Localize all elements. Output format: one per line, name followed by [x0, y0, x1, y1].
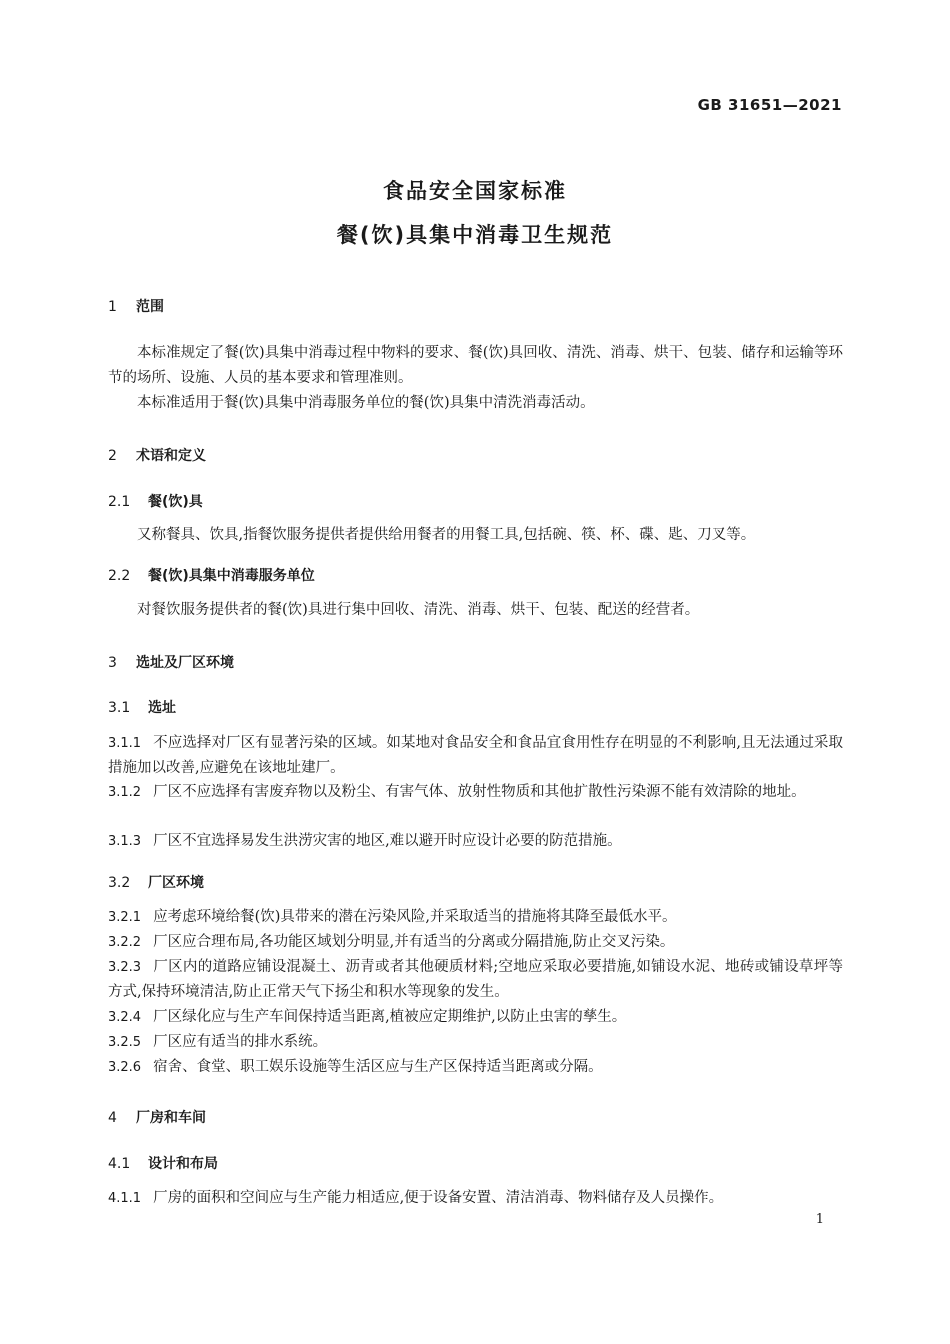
- clause-number: 4.1.1: [108, 1191, 142, 1206]
- clause-text: 厂区不应选择有害废弃物以及粉尘、有害气体、放射性物质和其他扩散性污染源不能有效清除的地址。: [153, 784, 806, 800]
- clause-text: 不应选择对厂区有显著污染的区域。如某地对食品安全和食品宜食用性存在明显的不利影响,且无法通过采取措施加以改善,应避免在该地址建厂。: [108, 735, 843, 776]
- section-heading-4: [108, 1107, 206, 1127]
- clause-item: [108, 930, 843, 955]
- section-title: 设计和布局: [148, 1156, 218, 1172]
- paragraph: 本标准适用于餐(饮)具集中消毒服务单位的餐(饮)具集中清洗消毒活动。: [137, 395, 595, 411]
- clause-number: 3.2.6: [108, 1060, 142, 1075]
- page-number: 1: [815, 1212, 824, 1227]
- clause-item: [108, 1030, 843, 1055]
- clause-number: 3.2.5: [108, 1035, 142, 1050]
- section-title: 厂区环境: [148, 875, 204, 891]
- clause-text: 宿舍、食堂、职工娱乐设施等生活区应与生产区保持适当距离或分隔。: [153, 1059, 603, 1075]
- section-heading-2: [108, 445, 206, 465]
- section-title: 术语和定义: [136, 448, 206, 464]
- section-title: 选址: [148, 700, 176, 716]
- clause-text: 厂区应合理布局,各功能区域划分明显,并有适当的分离或分隔措施,防止交叉污染。: [153, 934, 675, 950]
- clause-text: 应考虑环境给餐(饮)具带来的潜在污染风险,并采取适当的措施将其降至最低水平。: [153, 909, 677, 925]
- clause-item: [108, 1186, 843, 1211]
- main-title: 食品安全国家标准: [383, 179, 567, 203]
- section-title: 厂房和车间: [136, 1110, 206, 1126]
- paragraph: 又称餐具、饮具,指餐饮服务提供者提供给用餐者的用餐工具,包括碗、筷、杯、碟、匙、刀叉等。: [137, 527, 756, 543]
- section-heading-3: [108, 652, 234, 672]
- paragraph: 本标准规定了餐(饮)具集中消毒过程中物料的要求、餐(饮)具回收、清洗、消毒、烘干、包装、储存和运输等环节的场所、设施、人员的基本要求和管理准则。: [108, 345, 843, 386]
- paragraph: 对餐饮服务提供者的餐(饮)具进行集中回收、清洗、消毒、烘干、包装、配送的经营者。: [137, 602, 700, 618]
- clause-item: [108, 1055, 843, 1080]
- clause-number: 3.2.4: [108, 1010, 142, 1025]
- clause-text: 厂区绿化应与生产车间保持适当距离,植被应定期维护,以防止虫害的孳生。: [153, 1009, 627, 1025]
- section-title: 范围: [136, 299, 164, 315]
- clause-item: [108, 780, 843, 805]
- clause-item: [108, 1005, 843, 1030]
- standard-code: GB 31651—2021: [697, 96, 842, 114]
- section-title: 餐(饮)具集中消毒服务单位: [148, 568, 315, 584]
- clause-text: 厂区应有适当的排水系统。: [153, 1034, 328, 1050]
- section-number: 4.1: [108, 1156, 131, 1172]
- clause-text: 厂区不宜选择易发生洪涝灾害的地区,难以避开时应设计必要的防范措施。: [153, 833, 622, 849]
- section-number: 4: [108, 1110, 117, 1126]
- clause-number: 3.2.2: [108, 935, 142, 950]
- clause-number: 3.2.1: [108, 910, 142, 925]
- section-number: 3: [108, 655, 117, 671]
- subsection-heading-3-1: [108, 697, 176, 717]
- sub-title: 餐(饮)具集中消毒卫生规范: [336, 223, 614, 247]
- section-number: 2.1: [108, 494, 131, 510]
- section-title: 餐(饮)具: [148, 494, 203, 510]
- section-number: 2.2: [108, 568, 131, 584]
- section-heading-1: [108, 296, 164, 316]
- clause-item: [108, 905, 843, 930]
- section-number: 1: [108, 299, 117, 315]
- clause-item: [108, 731, 843, 781]
- section-number: 3.2: [108, 875, 131, 891]
- clause-number: 3.1.1: [108, 736, 142, 751]
- section-number: 2: [108, 448, 117, 464]
- subsection-heading-2-2: [108, 565, 315, 585]
- subsection-heading-3-2: [108, 872, 204, 892]
- clause-number: 3.1.3: [108, 834, 142, 849]
- subsection-heading-2-1: [108, 491, 203, 511]
- clause-number: 3.1.2: [108, 785, 142, 800]
- clause-text: 厂区内的道路应铺设混凝土、沥青或者其他硬质材料;空地应采取必要措施,如铺设水泥、地砖或铺设草坪等方式,保持环境清洁,防止正常天气下扬尘和积水等现象的发生。: [108, 959, 843, 1000]
- section-title: 选址及厂区环境: [136, 655, 234, 671]
- clause-item: [108, 955, 843, 1005]
- clause-text: 厂房的面积和空间应与生产能力相适应,便于设备安置、清洁消毒、物料储存及人员操作。: [153, 1190, 724, 1206]
- section-number: 3.1: [108, 700, 131, 716]
- clause-number: 3.2.3: [108, 960, 142, 975]
- clause-item: [108, 829, 843, 854]
- subsection-heading-4-1: [108, 1153, 218, 1173]
